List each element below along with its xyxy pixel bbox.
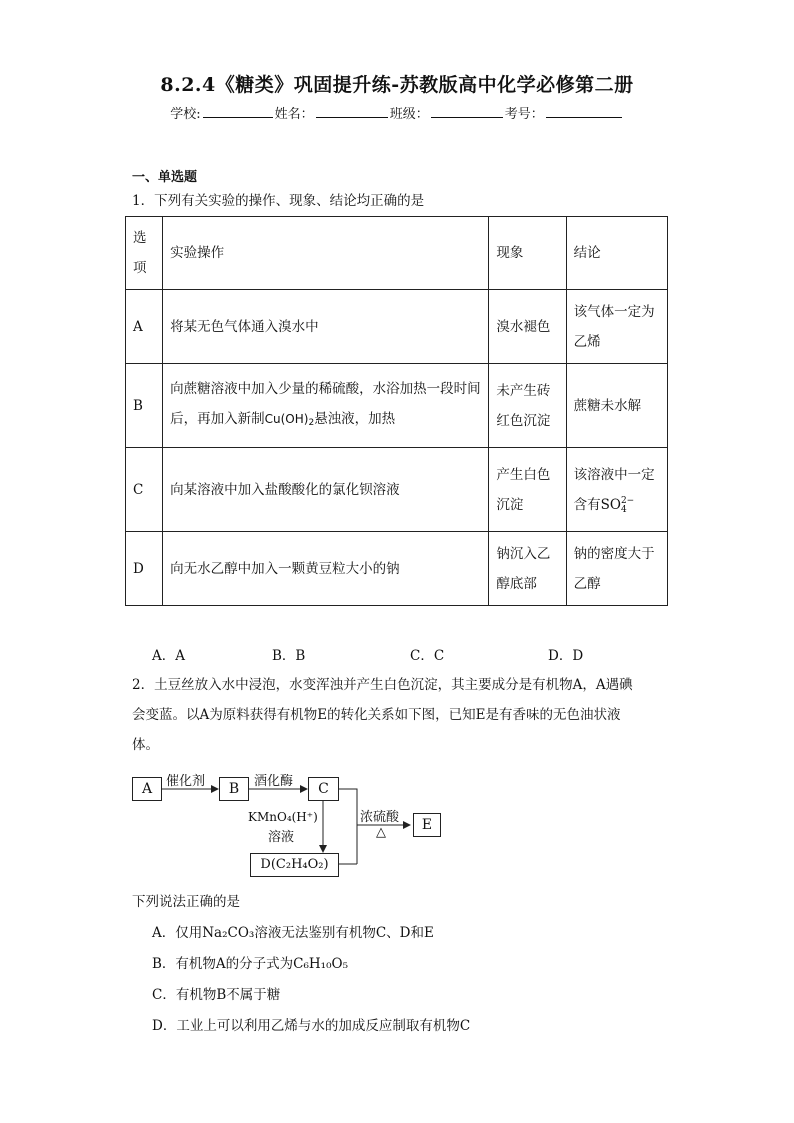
name-label: 姓名： — [274, 107, 314, 122]
row-operation: 向无水乙醇中加入一颗黄豆粒大小的钠 — [163, 532, 489, 606]
choice-c: C．C — [410, 648, 445, 664]
box-a: A — [132, 777, 162, 801]
bracket-c-d — [339, 789, 357, 864]
label-zymase: 酒化酶 — [254, 774, 294, 789]
option-d: D．工业上可以利用乙烯与水的加成反应制取有机物C — [152, 1018, 471, 1034]
row-option: D — [126, 532, 163, 606]
name-blank[interactable] — [316, 105, 388, 118]
question-2-prompt: 下列说法正确的是 — [132, 894, 240, 910]
box-d: D(C₂H₄O₂) — [250, 853, 339, 877]
student-info-line — [0, 103, 794, 122]
question-2-stem-line-2: 会变蓝。以A为原料获得有机物E的转化关系如下图，已知E是有香味的无色油状液 — [132, 707, 621, 723]
label-heat: △ — [376, 825, 386, 840]
row-operation: 向某溶液中加入盐酸酸化的氯化钡溶液 — [163, 448, 489, 532]
row-operation: 将某无色气体通入溴水中 — [163, 290, 489, 364]
row-option: B — [126, 364, 163, 448]
row-conclusion: 该气体一定为乙烯 — [566, 290, 667, 364]
row-phenomenon: 产生白色沉淀 — [489, 448, 566, 532]
row-conclusion: 钠的密度大于乙醇 — [566, 532, 667, 606]
table-row — [126, 364, 668, 448]
school-label: 学校: — [170, 107, 201, 122]
school-blank[interactable] — [203, 105, 273, 118]
choice-b: B．B — [272, 648, 306, 664]
class-blank[interactable] — [431, 105, 503, 118]
row-option: A — [126, 290, 163, 364]
row-conclusion: 该溶液中一定含有SO 2− 4 — [566, 448, 667, 532]
box-c: C — [308, 777, 339, 801]
formula-cu-oh: $Cu(OH)_2$ — [264, 411, 315, 428]
row-conclusion: 蔗糖未水解 — [566, 364, 667, 448]
row-phenomenon: 未产生砖红色沉淀 — [489, 364, 566, 448]
choice-a: A．A — [152, 648, 185, 664]
option-c: C．有机物B不属于糖 — [152, 987, 281, 1003]
label-conc-h2so4: 浓硫酸 — [360, 810, 400, 825]
question-2-stem-line-3: 体。 — [132, 737, 159, 753]
table-row — [126, 532, 668, 606]
table-row — [126, 290, 668, 364]
question-1-stem: 1．下列有关实验的操作、现象、结论均正确的是 — [132, 193, 425, 209]
row-option: C — [126, 448, 163, 532]
label-kmno4: KMnO₄(H⁺) — [248, 810, 318, 824]
header-phenomenon: 现象 — [489, 217, 566, 290]
class-label: 班级： — [389, 107, 429, 122]
question-2-stem-line-1: 2．土豆丝放入水中浸泡，水变浑浊并产生白色沉淀，其主要成分是有机物A，A遇碘 — [132, 677, 633, 693]
row-phenomenon: 溴水褪色 — [489, 290, 566, 364]
header-conclusion: 结论 — [566, 217, 667, 290]
header-operation: 实验操作 — [163, 217, 489, 290]
option-b: B．有机物A的分子式为C₆H₁₀O₅ — [152, 956, 348, 972]
box-e: E — [413, 813, 441, 837]
reaction-diagram — [130, 770, 460, 882]
table-header-row — [126, 217, 668, 290]
page-title: 8.2.4《糖类》巩固提升练-苏教版高中化学必修第二册 — [160, 74, 634, 96]
option-a: A．仅用Na₂CO₃溶液无法鉴别有机物C、D和E — [152, 925, 434, 941]
row-operation: 向蔗糖溶液中加入少量的稀硫酸，水浴加热一段时间后，再加入新制$Cu(OH)_2$悬浊液，加热 — [163, 364, 489, 448]
box-b: B — [219, 777, 249, 801]
exam-no-label: 考号： — [504, 107, 544, 122]
label-solution: 溶液 — [268, 830, 295, 845]
choice-d: D．D — [548, 648, 584, 664]
exam-no-blank[interactable] — [546, 105, 622, 118]
question-1-table — [125, 216, 668, 606]
table-row — [126, 448, 668, 532]
row-phenomenon: 钠沉入乙醇底部 — [489, 532, 566, 606]
label-catalyst: 催化剂 — [166, 774, 206, 789]
header-option: 选项 — [126, 217, 163, 290]
section-heading: 一、单选题 — [132, 170, 198, 185]
